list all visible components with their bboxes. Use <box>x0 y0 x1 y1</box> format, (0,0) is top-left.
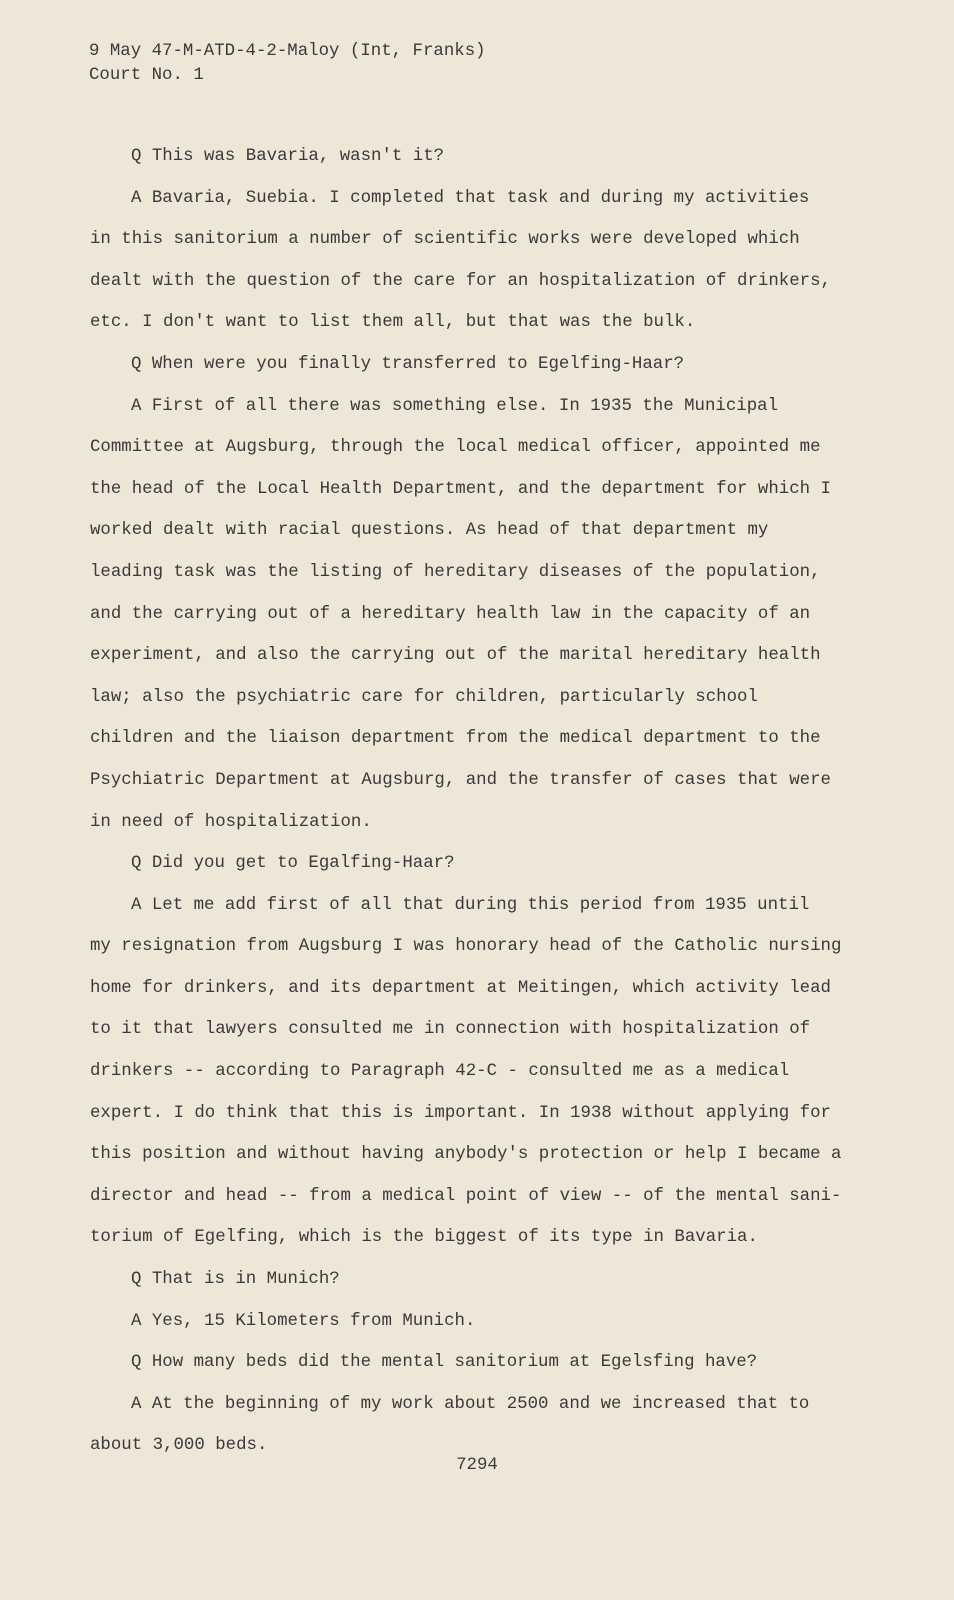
text-line: leading task was the listing of hereditary diseases of the population, <box>90 562 821 582</box>
text-line: drinkers -- according to Paragraph 42-C - consulted me as a medical <box>90 1062 790 1082</box>
question-line: Q That is in Munich? <box>131 1270 340 1290</box>
question-line: Q Did you get to Egalfing-Haar? <box>131 854 455 874</box>
text-line: dealt with the question of the care for an hospitalization of drinkers, <box>90 271 831 291</box>
answer-line: A At the beginning of my work about 2500 and we increased that to <box>131 1394 810 1414</box>
text-line: director and head -- from a medical point of view -- of the mental sani- <box>90 1186 842 1206</box>
text-line: to it that lawyers consulted me in connection with hospitalization of <box>90 1020 811 1040</box>
text-line: worked dealt with racial questions. As head of that department my <box>90 521 769 541</box>
text-line: the head of the Local Health Department, and the department for which I <box>90 479 831 499</box>
page-number: 7294 <box>456 1456 498 1475</box>
text-line: experiment, and also the carrying out of the marital hereditary health <box>90 646 821 666</box>
question-line: Q When were you finally transferred to Egelfing-Haar? <box>131 354 685 374</box>
answer-line: A First of all there was something else. In 1935 the Municipal <box>131 396 779 416</box>
testimony-body <box>90 143 842 1474</box>
document-header <box>89 40 486 88</box>
text-line: in need of hospitalization. <box>90 812 372 832</box>
text-line: etc. I don't want to list them all, but that was the bulk. <box>90 313 696 333</box>
header-court: Court No. 1 <box>89 66 204 85</box>
text-line: this position and without having anybody's protection or help I became a <box>90 1145 842 1165</box>
text-line: torium of Egelfing, which is the biggest of its type in Bavaria. <box>90 1228 758 1248</box>
answer-line: A Yes, 15 Kilometers from Munich. <box>131 1311 476 1331</box>
text-line: and the carrying out of a hereditary health law in the capacity of an <box>90 604 811 624</box>
text-line: my resignation from Augsburg I was honorary head of the Catholic nursing <box>90 937 842 957</box>
question-line: Q This was Bavaria, wasn't it? <box>131 147 445 166</box>
answer-line: A Let me add first of all that during this period from 1935 until <box>131 895 810 915</box>
text-line: expert. I do think that this is important. In 1938 without applying for <box>90 1103 831 1123</box>
text-line: home for drinkers, and its department at Meitingen, which activity lead <box>90 978 831 998</box>
answer-line: A Bavaria, Suebia. I completed that task and during my activities <box>131 188 810 208</box>
question-line: Q How many beds did the mental sanitorium at Egelsfing have? <box>131 1353 758 1373</box>
text-line: Committee at Augsburg, through the local medical officer, appointed me <box>90 438 821 458</box>
header-citation: 9 May 47-M-ATD-4-2-Maloy (Int, Franks) <box>89 42 486 61</box>
text-line: law; also the psychiatric care for children, particularly school <box>90 687 758 707</box>
text-line: Psychiatric Department at Augsburg, and the transfer of cases that were <box>90 770 831 790</box>
text-line: children and the liaison department from the medical department to the <box>90 729 821 749</box>
text-line: about 3,000 beds. <box>90 1436 268 1456</box>
text-line: in this sanitorium a number of scientific works were developed which <box>90 230 800 250</box>
